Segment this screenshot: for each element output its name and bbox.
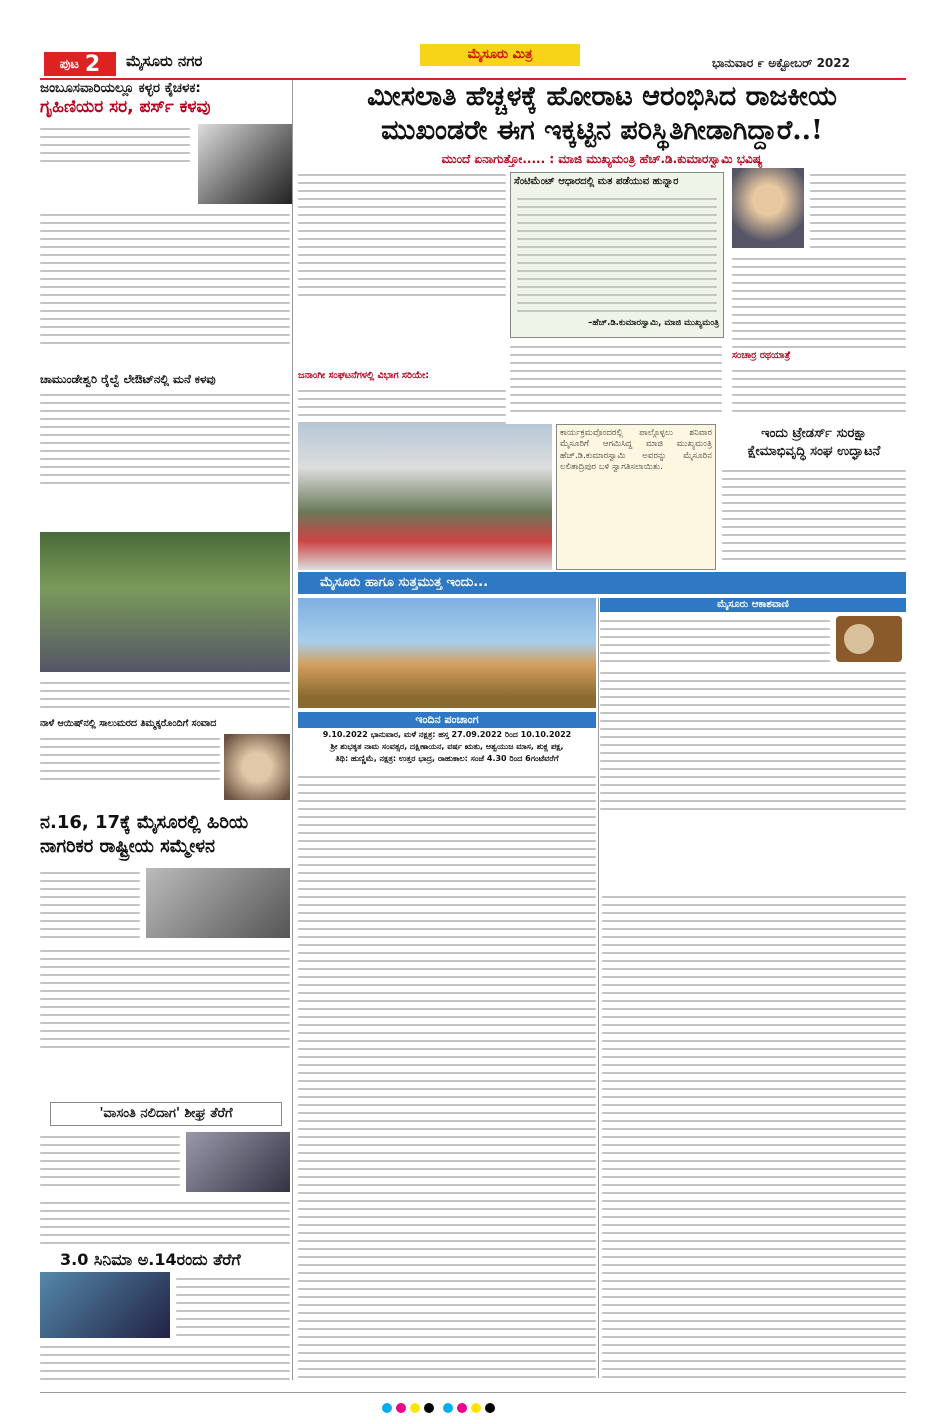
- footer-rule: [40, 1392, 906, 1393]
- lead-kicker: ಮುಂದೆ ಏನಾಗುತ್ತೋ..... : ಮಾಜಿ ಮುಖ್ಯಮಂತ್ರಿ ಹೆಚ್.ಡಿ.ಕುಮಾರಸ್ವಾಮಿ ಭವಿಷ್ಯ: [441, 152, 763, 166]
- theft-photo: [198, 124, 292, 204]
- left-headline-5: 'ವಾಸಂತಿ ನಲಿದಾಗ' ಶೀಘ್ರ ತೆರೆಗೆ: [50, 1102, 282, 1126]
- right-headline-2: ಕ್ಷೇಮಾಭಿವೃದ್ಧಿ ಸಂಘ ಉದ್ಘಾಟನೆ: [747, 444, 881, 459]
- lead-text-3: [510, 340, 722, 418]
- film-poster-1: [186, 1132, 290, 1192]
- lead-headline-2: ಮುಖಂಡರೇ ಈಗ ಇಕ್ಕಟ್ಟಿನ ಪರಿಸ್ಥಿತಿಗೀಡಾಗಿದ್ದಾರೆ..!: [381, 115, 823, 146]
- photo-caption-mid: ಕಾರ್ಯಕ್ರಮವೊಂದರಲ್ಲಿ ಪಾಲ್ಗೊಳ್ಳಲು ಶನಿವಾರ ಮೈಸೂರಿಗೆ ಆಗಮಿಸಿದ್ದ ಮಾಜಿ ಮುಖ್ಯಮಂತ್ರಿ ಹೆಚ್.ಡಿ.ಕುಮಾರಸ್ವಾಮಿ ಅವರನ್ನು ಮೈಸೂರಿನ ಲಲಿತಾದ್ರಿಪುರ ಬಳಿ ಸ್ವಾಗತಿಸಲಾಯಿತು.: [556, 424, 716, 570]
- left-headline-4: ನ.16, 17ಕ್ಕೆ ಮೈಸೂರಲ್ಲಿ ಹಿರಿಯ: [40, 812, 249, 833]
- panchanga-header: ಇಂದಿನ ಪಂಚಾಂಗ: [298, 712, 596, 728]
- panchanga-line-3: ತಿಥಿ: ಹುಣ್ಣಿಮೆ, ನಕ್ಷತ್ರ: ಉತ್ತರ ಭಾದ್ರ, ರಾಹುಕಾಲ: ಸಂಜೆ 4.30 ರಿಂದ 6ಗಂಟೆವರೆಗೆ: [335, 754, 559, 763]
- lead-text-4: [732, 364, 906, 418]
- events-banner: ಮೈಸೂರು ಹಾಗೂ ಸುತ್ತಮುತ್ತ ಇಂದು...: [298, 572, 906, 594]
- left-headline-1: ಜಂಬೂಸವಾರಿಯಲ್ಲೂ ಕಳ್ಳರ ಕೈಚಳಕ:: [40, 80, 201, 96]
- radio-icon: [836, 616, 902, 662]
- panchanga-line-2: ಶ್ರೀ ಶುಭಕೃತ ನಾಮ ಸಂವತ್ಸರ, ದಕ್ಷಿಣಾಯನ, ವರ್ಷ ಋತು, ಆಶ್ವಯುಜ ಮಾಸ, ಶುಕ್ಲ ಪಕ್ಷ,: [330, 742, 564, 751]
- quote-credit: –ಹೆಚ್.ಡಿ.ಕುಮಾರಸ್ವಾಮಿ, ಮಾಜಿ ಮುಖ್ಯಮಂತ್ರಿ: [588, 317, 719, 328]
- left-text-9: [176, 1272, 290, 1342]
- right-text: [722, 464, 906, 566]
- left-text-6: [40, 944, 290, 1054]
- radio-text-1: [600, 614, 830, 668]
- left-text-1: [40, 122, 190, 168]
- left-text-7: [40, 1130, 180, 1192]
- left-headline-4b: ನಾಗರಿಕರ ರಾಷ್ಟ್ರೀಯ ಸಮ್ಮೇಳನ: [40, 836, 215, 857]
- lead-subhead-2: ಸಂಚಾರ್ರ ರಥಯಾತ್ರೆ: [732, 350, 791, 361]
- left-text-10: [40, 1340, 290, 1386]
- lead-text-right-2: [732, 252, 906, 354]
- left-text-5: [40, 866, 140, 944]
- left-text-4: [40, 732, 220, 786]
- column-rule: [292, 80, 293, 1380]
- kumaraswamy-photo: [732, 168, 804, 248]
- left-text-8: [40, 1196, 290, 1250]
- left-headline-6: 3.0 ಸಿನಿಮಾ ಅ.14ರಂದು ತೆರೆಗೆ: [60, 1250, 241, 1269]
- welcome-photo: [298, 424, 552, 570]
- events-list-left: [298, 770, 596, 1384]
- lead-text-right: [810, 168, 906, 254]
- quote-box: [510, 172, 724, 338]
- palace-photo: [298, 598, 596, 708]
- conference-photo: [146, 868, 290, 938]
- film-poster-2: [40, 1272, 170, 1338]
- left-headline-2: ಚಾಮುಂಡೇಶ್ವರಿ ರೈಲ್ವೆ ಲೇಔಟ್‌ನಲ್ಲಿ ಮನೆ ಕಳವು: [40, 372, 216, 386]
- left-text-3: [40, 388, 290, 490]
- events-list-right: [602, 890, 906, 1384]
- photo-caption-left: [40, 676, 290, 714]
- quote-headline: ಸೆಂಟಿಮೆಂಟ್ ಆಧಾರದಲ್ಲಿ ಮತ ಪಡೆಯುವ ಹುನ್ನಾರ: [514, 176, 679, 187]
- section-title: ಮೈಸೂರು ನಗರ: [126, 52, 203, 70]
- color-registration-marks: [380, 1398, 497, 1417]
- radio-header: ಮೈಸೂರು ಆಕಾಶವಾಣಿ: [600, 598, 906, 612]
- left-text-2: [40, 208, 290, 350]
- events-divider: [598, 598, 599, 1378]
- issue-date: ಭಾನುವಾರ ೯ ಅಕ್ಟೋಬರ್ 2022: [712, 56, 850, 70]
- left-column: [40, 80, 288, 118]
- panchanga-line-1: 9.10.2022 ಭಾನುವಾರ, ಮಳೆ ನಕ್ಷತ್ರ: ಹಸ್ತ 27.09.2022 ರಿಂದ 10.10.2022: [322, 730, 572, 739]
- left-headline-1b: ಗೃಹಿಣಿಯರ ಸರ, ಪರ್ಸ್ ಕಳವು: [40, 96, 211, 117]
- quote-text: [511, 198, 723, 312]
- right-headline: ಇಂದು ಟ್ರೇಡರ್ಸ್ ಸುರಕ್ಷಾ: [761, 426, 867, 441]
- page-number-badge: ಪುಟ 2: [44, 52, 116, 76]
- left-headline-3: ನಾಳೆ ಆಯಿಷ್‌ನಲ್ಲಿ ಸಾಲುಮರದ ತಿಮ್ಮಕ್ಕರೊಂದಿಗೆ ಸಂವಾದ: [40, 718, 217, 729]
- paper-logo: ಮೈಸೂರು ಮಿತ್ರ: [420, 44, 580, 66]
- lead-text-1: [298, 168, 506, 302]
- group-photo: [40, 532, 290, 672]
- thimmakka-photo: [224, 734, 290, 800]
- lead-headline-1: ಮೀಸಲಾತಿ ಹೆಚ್ಚಳಕ್ಕೆ ಹೋರಾಟ ಆರಂಭಿಸಿದ ರಾಜಕೀಯ: [367, 81, 837, 112]
- lead-subhead: ಜನಾಂಗೀ ಸಂಘಟನೆಗಳಲ್ಲಿ ವಿಭಾಗ ಸರಿಯೇ:: [298, 370, 430, 381]
- radio-text-2: [600, 666, 906, 816]
